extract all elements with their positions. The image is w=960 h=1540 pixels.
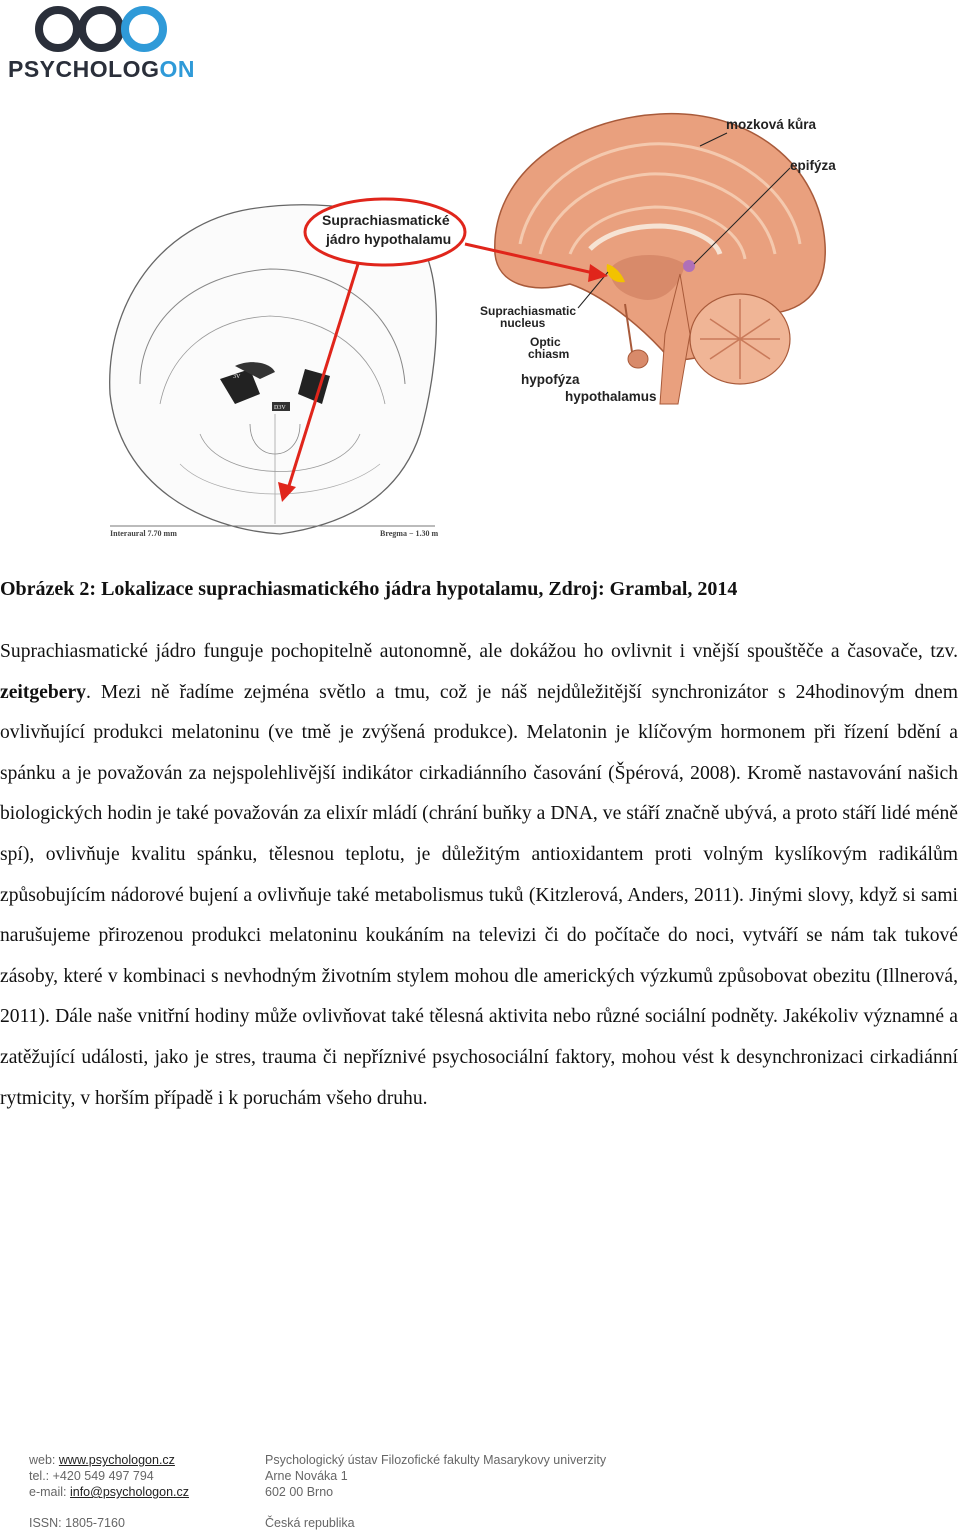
callout-scn-line2: jádro hypothalamu: [326, 231, 452, 247]
label-hypophysis: hypofýza: [521, 372, 580, 387]
footer-web: [29, 1452, 249, 1468]
callout-scn-line1: Suprachiasmatické: [322, 212, 450, 228]
footer-city: 602 00 Brno: [265, 1485, 334, 1499]
label-3v: 3V: [233, 374, 241, 380]
footer-email-link[interactable]: info@psychologon.cz: [69, 1485, 189, 1499]
footer-institute: Psychologický ústav Filozofické fakulty Masarykovy univerzity: [265, 1453, 607, 1467]
label-scn-en-line2: nucleus: [500, 316, 546, 330]
footer-street: Arne Nováka 1: [265, 1469, 348, 1483]
footer-email: [29, 1484, 249, 1500]
label-bregma: Bregma − 1.30 m: [380, 529, 439, 538]
label-pineal: epifýza: [790, 158, 836, 173]
footer-tel: tel.: +420 549 497 794: [29, 1469, 154, 1483]
paragraph-part1: Suprachiasmatické jádro funguje pochopitelně autonomně, ale dokážou ho ovlivnit i vnější spouštěče a časovače, tzv.: [0, 641, 958, 662]
label-cortex: mozková kůra: [726, 117, 817, 132]
footer-web-link[interactable]: www.psychologon.cz: [58, 1453, 175, 1467]
figure-caption: Obrázek 2: Lokalizace suprachiasmatického jádra hypotalamu, Zdroj: Grambal, 2014: [0, 578, 738, 600]
label-hypothalamus: hypothalamus: [565, 389, 657, 404]
footer-country: Česká republika: [265, 1516, 355, 1530]
footer-web-label: web:: [29, 1453, 59, 1467]
footer-address: [265, 1452, 765, 1531]
paragraph-part2: . Mezi ně řadíme zejména světlo a tmu, což je náš nejdůležitější synchronizátor s 24hodinovým dnem ovlivňující produkci melatoninu (ve tmě je zvýšená produkce). Melatonin je klíčovým hormonem při řízení bdění a spánku a je považován za nejspolehlivější indikátor cirkadiánního časování (Špérová, 2008). Kromě nastavování našich biologických hodin je také považován za elixír mládí (chrání buňky a DNA, ve stáří značně ubývá, a proto stáří lidé méně spí), ovlivňuje kvalitu spánku, tělesnou teplotu, je důležitým antioxidantem proti volným kyslíkovým radikálům způsobujícím nádorové bujení a ovlivňuje také metabolismus tuků (Kitzlerová, Anders, 2011). Jinými slovy, když si sami narušujeme přirozenou produkci melatoninu koukáním na televizi či do počítače do noci, vytváří se nám tak tukové zásoby, které v kombinaci s nevhodným životním stylem mohou dle amerických výzkumů způsobovat obezitu (Illnerová, 2011). Dále naše vnitřní hodiny může ovlivňovat také tělesná aktivita nebo různé sociální podněty. Jakékoliv významné a zatěžující události, jako je stres, trauma či nepříznivé psychosociální faktory, mohou vést k desynchronizaci cirkadiánní rytmicity, v horším případě i k poruchám všeho druhu.: [0, 681, 958, 1109]
label-optic-line2: chiasm: [528, 347, 570, 361]
footer-issn: ISSN: 1805-7160: [29, 1516, 125, 1530]
logo-wordmark-accent: ON: [159, 56, 195, 82]
brain-figure: [100, 104, 860, 552]
footer-email-label: e-mail:: [29, 1485, 70, 1499]
footer-contact: [29, 1452, 249, 1531]
paragraph-term-zeitgebery: zeitgebery: [0, 681, 86, 703]
label-optic-line1: Optic: [530, 335, 561, 349]
body-paragraph: [0, 632, 958, 1119]
label-d3v: D3V: [274, 405, 286, 411]
label-scn-en-line1: Suprachiasmatic: [480, 304, 577, 318]
logo-wordmark-main: PSYCHOLOG: [8, 56, 160, 82]
label-interaural: Interaural 7.70 mm: [110, 529, 177, 538]
logo-rings-icon: [6, 2, 206, 62]
logo-wordmark: [8, 56, 195, 83]
